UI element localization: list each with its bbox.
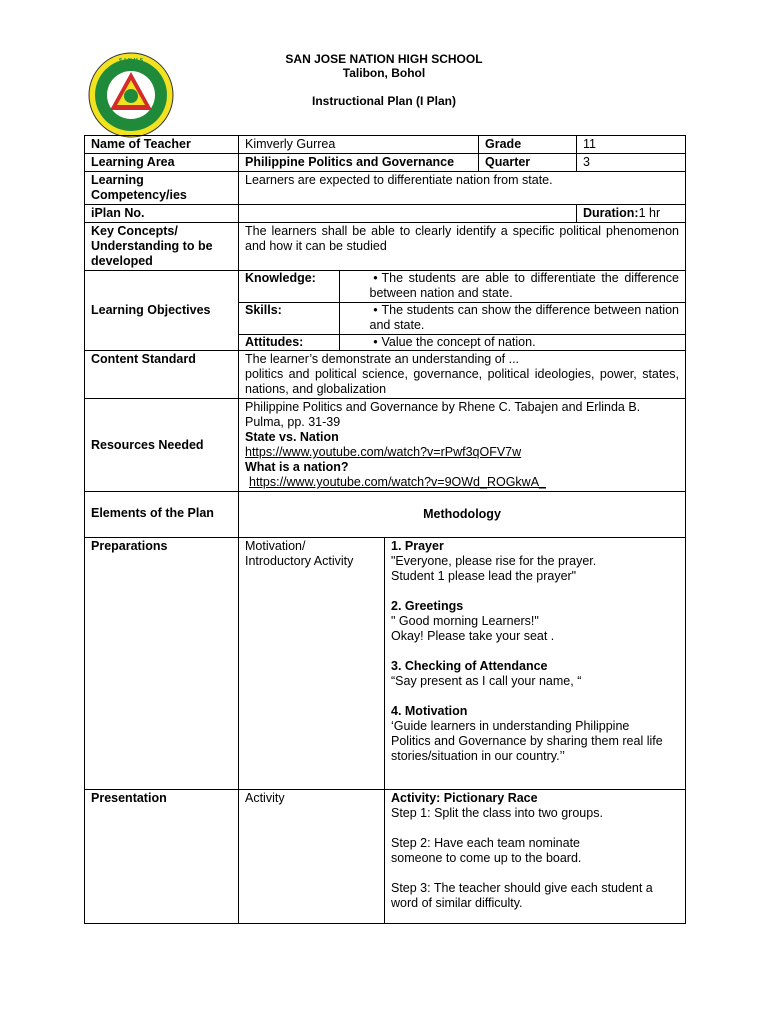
objectives-row — [85, 271, 686, 351]
greetings-title: 2. Greetings — [391, 599, 464, 613]
knowledge-value: • The students are able to differentiate the difference between nation and state. — [370, 271, 680, 301]
competency-row — [85, 172, 686, 205]
key-concepts-value: The learners shall be able to clearly identify a specific political phenomenon and how it can be studied — [239, 223, 686, 271]
objectives-label: Learning Objectives — [85, 271, 239, 351]
presentation-row — [85, 790, 686, 924]
methodology-header: Methodology — [239, 492, 686, 538]
iplan-label: iPlan No. — [85, 205, 239, 223]
elements-label: Elements of the Plan — [85, 492, 239, 538]
presentation-subtype: Activity — [239, 790, 385, 924]
svg-text:S J N H S: S J N H S — [118, 58, 144, 64]
presentation-label: Presentation — [85, 790, 239, 924]
step-2: Step 2: Have each team nominate someone to come up to the board. — [391, 836, 582, 865]
step-3: Step 3: The teacher should give each student a word of similar difficulty. — [391, 881, 653, 910]
greetings-line2: Okay! Please take your seat . — [391, 629, 555, 643]
iplan-value — [239, 205, 577, 223]
content-standard-line1: The learner’s demonstrate an understanding of ... — [245, 352, 520, 366]
content-standard-row — [85, 351, 686, 399]
grade-label: Grade — [479, 136, 577, 154]
resource-book: Philippine Politics and Governance by Rhene C. Tabajen and Erlinda B. Pulma, pp. 31-39 — [245, 400, 641, 429]
resources-row — [85, 399, 686, 492]
resource-video2-title: What is a nation? — [245, 460, 349, 474]
teacher-label: Name of Teacher — [85, 136, 239, 154]
learning-area-label: Learning Area — [85, 154, 239, 172]
school-name: SAN JOSE NATION HIGH SCHOOL — [285, 52, 483, 66]
preparations-subtype: Motivation/ Introductory Activity — [239, 538, 385, 790]
duration-label: Duration: — [583, 206, 639, 220]
skills-value: • The students can show the difference between nation and state. — [370, 303, 680, 333]
quarter-value: 3 — [577, 154, 686, 172]
learning-area-value: Philippine Politics and Governance — [239, 154, 479, 172]
resource-video1-title: State vs. Nation — [245, 430, 339, 444]
grade-value: 11 — [577, 136, 686, 154]
competency-value: Learners are expected to differentiate nation from state. — [239, 172, 686, 205]
resource-video1-link[interactable]: https://www.youtube.com/watch?v=rPwf3qOFV7w — [245, 445, 522, 459]
prayer-line1: "Everyone, please rise for the prayer. — [391, 554, 597, 568]
attitudes-value: • Value the concept of nation. — [370, 335, 680, 350]
step-1: Step 1: Split the class into two groups. — [391, 806, 603, 820]
attitudes-label: Attitudes: — [239, 335, 339, 351]
prayer-line2: Student 1 please lead the prayer" — [391, 569, 577, 583]
objectives-table — [239, 271, 685, 350]
skills-label: Skills: — [239, 303, 339, 335]
learning-area-row — [85, 154, 686, 172]
greetings-line1: " Good morning Learners!" — [391, 614, 539, 628]
teacher-value: Kimverly Gurrea — [239, 136, 479, 154]
attendance-line1: “Say present as I call your name, “ — [391, 674, 582, 688]
motivation-text: ‘Guide learners in understanding Philippine Politics and Governance by sharing them real life stories/situation in our country.’’ — [391, 719, 663, 763]
methodology-header-row — [85, 492, 686, 538]
content-standard-label: Content Standard — [85, 351, 239, 399]
duration-cell — [577, 205, 686, 223]
prayer-title: 1. Prayer — [391, 539, 444, 553]
activity-title: Activity: Pictionary Race — [391, 791, 538, 805]
knowledge-label: Knowledge: — [239, 271, 339, 303]
preparations-row — [85, 538, 686, 790]
iplan-row — [85, 205, 686, 223]
quarter-label: Quarter — [479, 154, 577, 172]
attendance-title: 3. Checking of Attendance — [391, 659, 548, 673]
instructional-plan-table — [84, 135, 686, 924]
motivation-title: 4. Motivation — [391, 704, 468, 718]
key-concepts-row — [85, 223, 686, 271]
school-location: Talibon, Bohol — [342, 66, 426, 80]
resources-label: Resources Needed — [85, 399, 239, 492]
competency-label: Learning Competency/ies — [85, 172, 239, 205]
resource-video2-link[interactable]: https://www.youtube.com/watch?v=9OWd_ROGkwA_ — [249, 475, 546, 489]
preparations-label: Preparations — [85, 538, 239, 790]
teacher-row — [85, 136, 686, 154]
key-concepts-label: Key Concepts/ Understanding to be developed — [85, 223, 239, 271]
content-standard-line2: politics and political science, governance, political ideologies, power, states, nations, and globalization — [245, 367, 680, 396]
duration-value: 1 hr — [638, 206, 661, 220]
document-title: Instructional Plan (I Plan) — [311, 94, 457, 108]
